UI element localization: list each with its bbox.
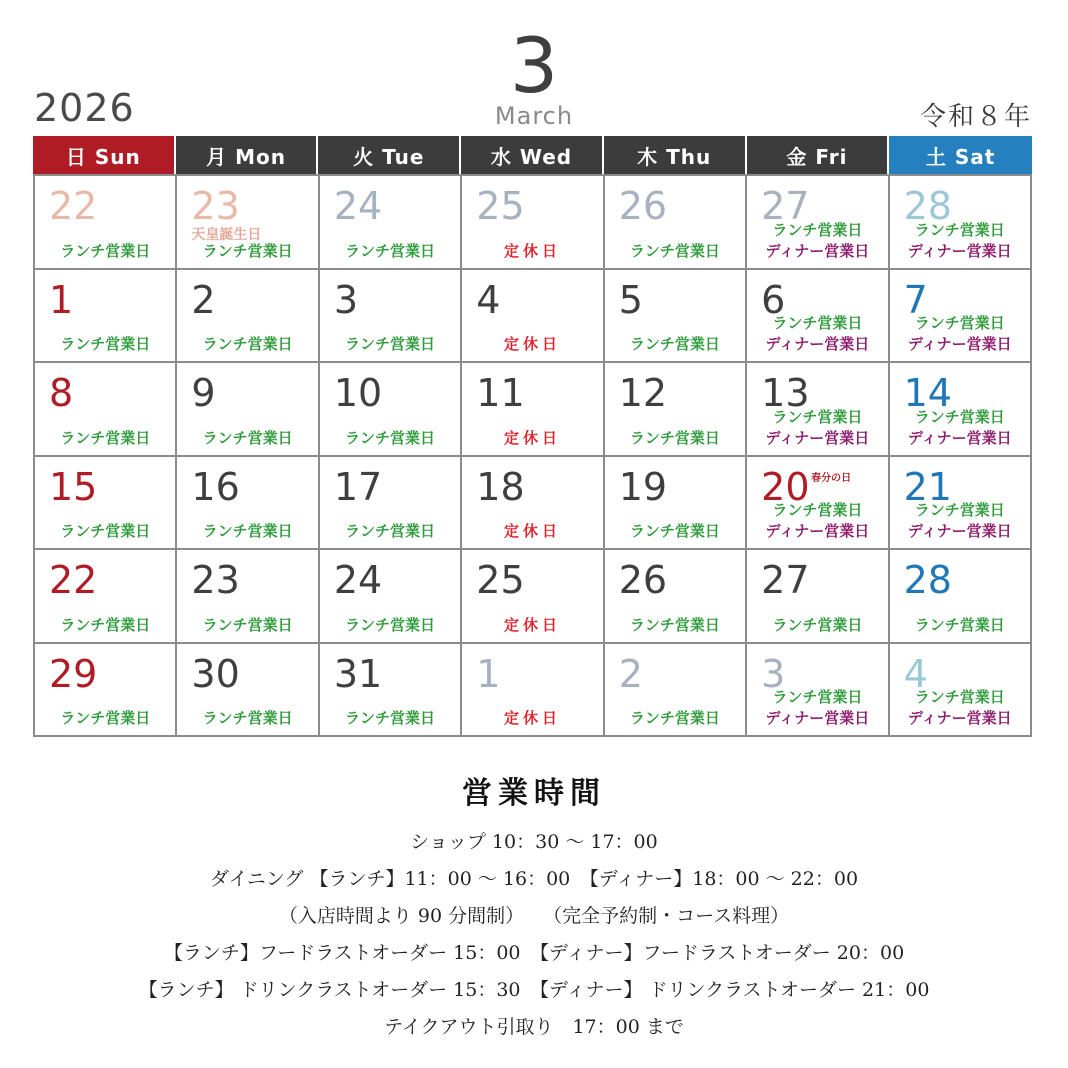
day-cell <box>605 550 747 644</box>
day-cell <box>462 363 604 457</box>
day-number: 26 <box>618 184 668 228</box>
weekday-fri: 金 Fri <box>747 136 890 174</box>
lunch-note: ランチ営業日 <box>629 335 720 353</box>
day-cell <box>177 457 319 551</box>
day-cell <box>35 363 177 457</box>
day-cell <box>890 457 1032 551</box>
day-number: 23 <box>191 184 240 228</box>
hours-title: 営業時間 <box>462 776 606 811</box>
day-number: 14 <box>903 371 952 415</box>
day-cell <box>747 176 889 270</box>
lunch-note: ランチ営業日 <box>772 615 863 634</box>
day-notes <box>462 615 602 636</box>
day-number: 31 <box>333 651 383 696</box>
day-cell <box>605 176 747 270</box>
day-number: 26 <box>618 558 668 602</box>
lunch-note: ランチ営業日 <box>202 335 293 353</box>
lunch-note: ランチ営業日 <box>629 428 720 447</box>
day-number: 24 <box>333 184 383 228</box>
day-notes <box>320 241 460 262</box>
day-cell <box>462 550 604 644</box>
dinner-note: ディナー営業日 <box>907 241 1012 260</box>
lunch-note: ランチ営業日 <box>345 522 436 540</box>
day-notes <box>35 521 175 542</box>
dinner-note: ディナー営業日 <box>907 522 1012 540</box>
lunch-note: ランチ営業日 <box>772 407 863 426</box>
lunch-note: ランチ営業日 <box>914 314 1005 332</box>
lunch-note: ランチ営業日 <box>772 220 863 239</box>
business-hours <box>0 768 1068 1046</box>
day-notes <box>35 615 175 636</box>
day-cell <box>35 270 177 364</box>
day-number: 6 <box>761 277 786 322</box>
day-cell <box>320 176 462 270</box>
hours-line-dining: ダイニング 【ランチ】11：00 ～ 16：00 【ディナー】18：00 ～ 22：00 <box>209 868 859 890</box>
year-label: 2026 <box>34 86 135 130</box>
day-cell <box>890 644 1032 738</box>
day-cell <box>320 363 462 457</box>
lunch-note: ランチ営業日 <box>345 709 436 727</box>
day-number: 2 <box>618 651 643 696</box>
day-number: 16 <box>191 464 240 509</box>
day-notes <box>747 407 887 449</box>
dinner-note: ディナー営業日 <box>907 335 1012 353</box>
dinner-note: ディナー営業日 <box>765 428 870 447</box>
day-number: 28 <box>903 184 952 228</box>
day-number: 7 <box>903 277 928 322</box>
closed-note: 定休日 <box>503 241 561 260</box>
day-notes <box>177 521 317 542</box>
lunch-note: ランチ営業日 <box>629 241 720 260</box>
day-cell <box>35 176 177 270</box>
day-cell <box>320 644 462 738</box>
day-number: 3 <box>761 651 786 696</box>
lunch-note: ランチ営業日 <box>202 428 293 447</box>
month-number: 3 <box>509 21 559 110</box>
day-cell <box>890 363 1032 457</box>
day-notes <box>462 241 602 262</box>
dinner-note: ディナー営業日 <box>765 335 870 353</box>
calendar <box>33 136 1032 737</box>
day-cell <box>605 644 747 738</box>
day-notes <box>462 334 602 355</box>
day-notes <box>462 708 602 729</box>
lunch-note: ランチ営業日 <box>772 501 863 519</box>
lunch-note: ランチ営業日 <box>914 615 1005 634</box>
dinner-note: ディナー営業日 <box>907 428 1012 447</box>
weekday-header <box>33 136 1032 174</box>
lunch-note: ランチ営業日 <box>914 688 1005 706</box>
day-notes <box>605 615 745 636</box>
day-number: 1 <box>49 277 74 322</box>
lunch-note: ランチ営業日 <box>772 688 863 706</box>
holiday-label: 春分の日 <box>811 472 852 484</box>
day-number: 24 <box>333 558 383 602</box>
weekday-sat: 土 Sat <box>889 136 1032 174</box>
day-notes <box>320 615 460 636</box>
day-notes <box>605 428 745 449</box>
day-cell <box>177 270 319 364</box>
day-notes <box>605 241 745 262</box>
day-cell <box>35 644 177 738</box>
day-cell <box>320 270 462 364</box>
day-notes <box>177 615 317 636</box>
dinner-note: ディナー営業日 <box>765 709 870 727</box>
holiday-label: 天皇誕生日 <box>191 227 262 243</box>
lunch-note: ランチ営業日 <box>914 220 1005 239</box>
day-notes <box>890 687 1030 729</box>
day-notes <box>890 220 1030 262</box>
lunch-note: ランチ営業日 <box>202 615 293 634</box>
month-name: March <box>494 102 574 130</box>
day-notes <box>320 521 460 542</box>
lunch-note: ランチ営業日 <box>914 407 1005 426</box>
day-number: 22 <box>49 558 98 602</box>
lunch-note: ランチ営業日 <box>345 615 436 634</box>
era-label: 令和８年 <box>919 102 1032 132</box>
day-number: 8 <box>49 371 74 415</box>
day-cell <box>177 363 319 457</box>
day-cell <box>890 270 1032 364</box>
day-notes <box>605 521 745 542</box>
day-notes <box>747 313 887 355</box>
day-notes <box>35 334 175 355</box>
day-number: 27 <box>761 184 810 228</box>
day-notes <box>320 708 460 729</box>
day-cell <box>320 457 462 551</box>
day-cell <box>747 270 889 364</box>
day-number: 15 <box>49 464 98 509</box>
lunch-note: ランチ営業日 <box>772 314 863 332</box>
day-number: 27 <box>761 558 810 602</box>
lunch-note: ランチ営業日 <box>60 709 151 727</box>
lunch-note: ランチ営業日 <box>629 522 720 540</box>
lunch-note: ランチ営業日 <box>60 428 151 447</box>
closed-note: 定休日 <box>503 335 561 353</box>
day-notes <box>605 334 745 355</box>
dinner-note: ディナー営業日 <box>907 709 1012 727</box>
day-number: 4 <box>903 651 928 696</box>
day-number: 21 <box>903 464 952 509</box>
lunch-note: ランチ営業日 <box>629 709 720 727</box>
dinner-note: ディナー営業日 <box>765 241 870 260</box>
day-number: 17 <box>333 464 383 509</box>
day-cell <box>320 550 462 644</box>
hours-line-shop: ショップ 10：30 ～ 17：00 <box>410 831 658 853</box>
day-number: 2 <box>191 277 216 322</box>
lunch-note: ランチ営業日 <box>60 335 151 353</box>
day-cell <box>605 363 747 457</box>
day-number: 4 <box>476 277 501 322</box>
day-cell <box>177 644 319 738</box>
day-cell <box>747 644 889 738</box>
closed-note: 定休日 <box>503 615 561 634</box>
lunch-note: ランチ営業日 <box>914 501 1005 519</box>
weekday-tue: 火 Tue <box>318 136 461 174</box>
day-notes <box>35 241 175 262</box>
lunch-note: ランチ営業日 <box>629 615 720 634</box>
day-cell <box>35 457 177 551</box>
day-number: 20 <box>761 464 810 509</box>
hours-line-food-lo: 【ランチ】フードラストオーダー 15：00 【ディナー】フードラストオーダー 20：00 <box>163 942 905 964</box>
day-notes <box>462 428 602 449</box>
day-number: 18 <box>476 464 525 509</box>
day-notes <box>890 615 1030 636</box>
day-notes <box>177 241 317 262</box>
day-cell <box>890 550 1032 644</box>
day-notes <box>747 500 887 542</box>
closed-note: 定休日 <box>503 522 561 540</box>
day-number: 19 <box>618 464 668 509</box>
lunch-note: ランチ営業日 <box>202 522 293 540</box>
lunch-note: ランチ営業日 <box>345 241 436 260</box>
lunch-note: ランチ営業日 <box>60 241 151 260</box>
closed-note: 定休日 <box>503 428 561 447</box>
day-notes <box>462 521 602 542</box>
day-cell <box>462 176 604 270</box>
day-number: 12 <box>618 371 668 415</box>
day-notes <box>747 687 887 729</box>
day-number: 11 <box>476 371 525 415</box>
day-notes <box>320 428 460 449</box>
day-cell <box>177 176 319 270</box>
hours-line-notes: （入店時間より 90 分間制） （完全予約制・コース料理） <box>278 905 790 927</box>
day-notes <box>890 313 1030 355</box>
day-number: 13 <box>761 371 810 415</box>
weekday-thu: 木 Thu <box>604 136 747 174</box>
day-number: 23 <box>191 558 240 602</box>
day-number: 30 <box>191 651 240 696</box>
hours-line-drink-lo: 【ランチ】 ドリンクラストオーダー 15：30 【ディナー】 ドリンクラストオーダー 21：00 <box>138 979 930 1001</box>
day-cell <box>747 457 889 551</box>
day-number: 5 <box>618 277 643 322</box>
day-notes <box>177 428 317 449</box>
day-number: 10 <box>333 371 383 415</box>
day-notes <box>177 334 317 355</box>
day-number: 25 <box>476 558 525 602</box>
day-cell <box>890 176 1032 270</box>
lunch-note: ランチ営業日 <box>202 241 293 260</box>
day-cell <box>747 550 889 644</box>
day-number: 28 <box>903 558 952 602</box>
day-number: 9 <box>191 371 216 415</box>
day-notes <box>320 334 460 355</box>
day-cell <box>747 363 889 457</box>
hours-line-takeout: テイクアウト引取り 17：00 まで <box>384 1016 684 1038</box>
day-number: 29 <box>49 651 98 696</box>
day-cell <box>605 270 747 364</box>
day-notes <box>35 428 175 449</box>
closed-note: 定休日 <box>503 709 561 727</box>
lunch-note: ランチ営業日 <box>202 709 293 727</box>
day-notes <box>747 220 887 262</box>
dinner-note: ディナー営業日 <box>765 522 870 540</box>
day-cell <box>605 457 747 551</box>
day-notes <box>605 708 745 729</box>
lunch-note: ランチ営業日 <box>60 615 151 634</box>
day-number: 22 <box>49 184 98 228</box>
lunch-note: ランチ営業日 <box>345 428 436 447</box>
day-cell <box>462 270 604 364</box>
day-notes <box>747 615 887 636</box>
day-number: 25 <box>476 184 525 228</box>
lunch-note: ランチ営業日 <box>60 522 151 540</box>
day-notes <box>890 407 1030 449</box>
day-number: 1 <box>476 651 501 696</box>
weekday-wed: 水 Wed <box>461 136 604 174</box>
day-cell <box>462 457 604 551</box>
day-notes <box>890 500 1030 542</box>
day-cell <box>177 550 319 644</box>
day-grid <box>33 174 1032 737</box>
day-notes <box>35 708 175 729</box>
weekday-mon: 月 Mon <box>176 136 319 174</box>
day-cell <box>462 644 604 738</box>
lunch-note: ランチ営業日 <box>345 335 436 353</box>
day-cell <box>35 550 177 644</box>
day-notes <box>177 708 317 729</box>
weekday-sun: 日 Sun <box>33 136 176 174</box>
day-number: 3 <box>333 277 359 322</box>
